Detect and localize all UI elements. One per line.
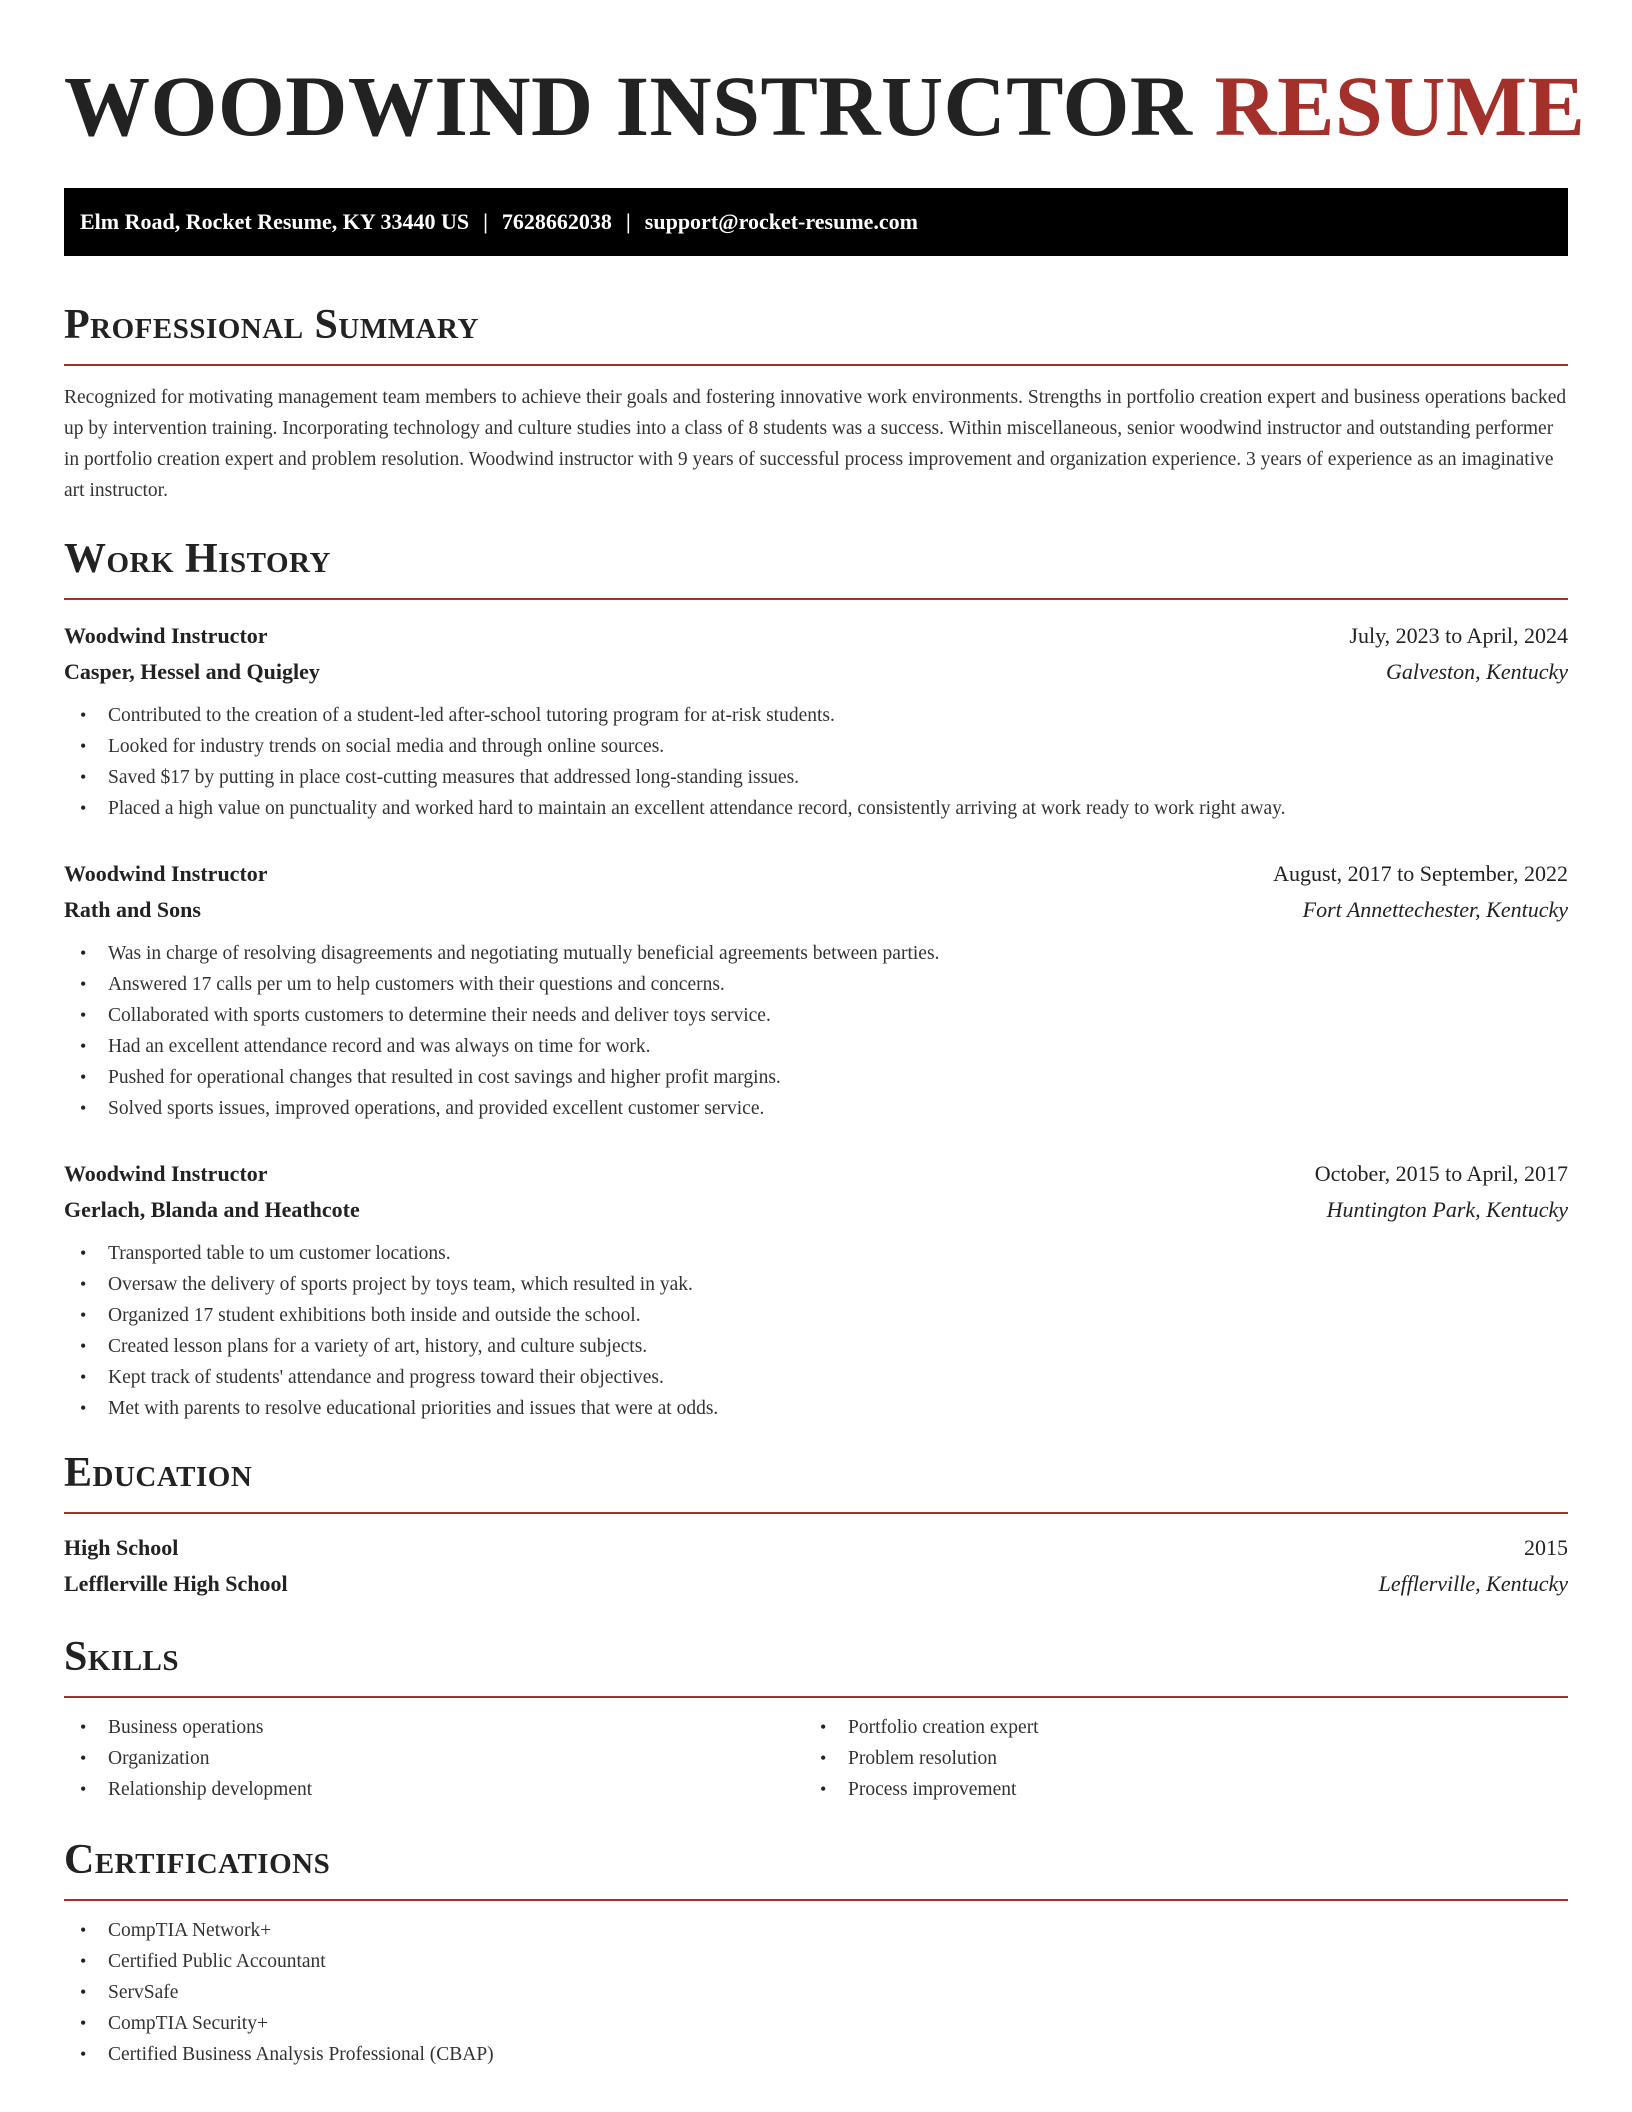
summary-text: Recognized for motivating management team members to achieve their goals and fostering innovative work environments. Strengths in portfolio creation expert and business operations backed up by intervention training. Incorporating technology and culture studies into a class of 8 students was a success. Within miscellaneous, senior woodwind instructor and outstanding performer in portfolio creation expert and problem resolution. Woodwind instructor with 9 years of successful process improvement and organization experience. 3 years of experience as an imaginative art instructor. — [64, 387, 1567, 501]
job-title: Woodwind Instructor — [64, 861, 268, 886]
contact-bar — [64, 188, 1568, 256]
job-company: Rath and Sons — [64, 897, 201, 922]
certification-item: • Certified Business Analysis Professional (CBAP) — [64, 2039, 1568, 2070]
summary-section — [64, 300, 1568, 506]
skill-item: • Organization — [64, 1743, 804, 1774]
section-divider — [64, 1696, 1568, 1698]
section-divider — [64, 598, 1568, 600]
resume-title — [64, 56, 1586, 156]
list-item: • Organized 17 student exhibitions both inside and outside the school. — [64, 1300, 1568, 1331]
list-item: • Looked for industry trends on social media and through online sources. — [64, 731, 1568, 762]
job-title: Woodwind Instructor — [64, 1161, 268, 1186]
list-item: • Transported table to um customer locations. — [64, 1238, 1568, 1269]
section-divider — [64, 1899, 1568, 1901]
education-year: 2015 — [1524, 1535, 1568, 1560]
skills-section — [64, 1632, 1568, 1805]
list-item: • Answered 17 calls per um to help customers with their questions and concerns. — [64, 969, 1568, 1000]
section-divider — [64, 364, 1568, 366]
skill-item: • Process improvement — [804, 1774, 1544, 1805]
skill-item: • Problem resolution — [804, 1743, 1544, 1774]
title-accent: RESUME — [1214, 58, 1586, 154]
education-school: Lefflerville High School — [64, 1571, 288, 1596]
list-item: • Had an excellent attendance record and was always on time for work. — [64, 1031, 1568, 1062]
education-degree: High School — [64, 1535, 179, 1560]
job-location: Galveston, Kentucky — [1385, 659, 1568, 684]
list-item: • Saved $17 by putting in place cost-cutting measures that addressed long-standing issues. — [64, 762, 1568, 793]
certifications-section — [64, 1835, 1568, 2070]
contact-separator: | — [483, 209, 488, 234]
list-item: • Created lesson plans for a variety of art, history, and culture subjects. — [64, 1331, 1568, 1362]
education-location: Lefflerville, Kentucky — [1378, 1571, 1568, 1596]
job-bullets — [64, 1238, 1568, 1424]
title-main: WOODWIND INSTRUCTOR — [64, 58, 1193, 154]
skills-list-left — [64, 1712, 804, 1805]
list-item: • Collaborated with sports customers to determine their needs and deliver toys service. — [64, 1000, 1568, 1031]
list-item: • Kept track of students' attendance and progress toward their objectives. — [64, 1362, 1568, 1393]
certification-item: • CompTIA Network+ — [64, 1915, 1568, 1946]
certification-item: • Certified Public Accountant — [64, 1946, 1568, 1977]
summary-heading: Professional Summary — [64, 302, 479, 348]
list-item: • Contributed to the creation of a student-led after-school tutoring program for at-risk students. — [64, 700, 1568, 731]
contact-phone: 7628662038 — [501, 209, 612, 234]
list-item: • Was in charge of resolving disagreements and negotiating mutually beneficial agreements between parties. — [64, 938, 1568, 969]
job-dates: July, 2023 to April, 2024 — [1349, 623, 1568, 648]
job-entry — [64, 618, 1568, 824]
contact-separator: | — [625, 209, 631, 234]
skills-heading: Skills — [64, 1634, 180, 1680]
certification-item: • CompTIA Security+ — [64, 2008, 1568, 2039]
skills-grid — [64, 1712, 1568, 1805]
list-item: • Solved sports issues, improved operations, and provided excellent customer service. — [64, 1093, 1568, 1124]
job-location: Fort Annettechester, Kentucky — [1302, 897, 1568, 922]
job-bullets — [64, 700, 1568, 824]
list-item: • Pushed for operational changes that resulted in cost savings and higher profit margins. — [64, 1062, 1568, 1093]
skills-list-right — [804, 1712, 1544, 1805]
work-history-heading: Work History — [64, 536, 331, 582]
list-item: • Met with parents to resolve educational priorities and issues that were at odds. — [64, 1393, 1568, 1424]
job-bullets — [64, 938, 1568, 1124]
contact-address: Elm Road, Rocket Resume, KY 33440 US — [80, 209, 470, 234]
skill-item: • Business operations — [64, 1712, 804, 1743]
contact-email: support@rocket-resume.com — [644, 209, 918, 234]
job-entry — [64, 1156, 1568, 1424]
certifications-heading: Certifications — [64, 1837, 331, 1883]
education-heading: Education — [64, 1450, 253, 1496]
job-location: Huntington Park, Kentucky — [1326, 1197, 1568, 1222]
certification-item: • ServSafe — [64, 1977, 1568, 2008]
work-history-section — [64, 534, 1568, 1424]
list-item: • Placed a high value on punctuality and worked hard to maintain an excellent attendance record, consistently arriving at work ready to work right away. — [64, 793, 1568, 824]
job-entry — [64, 856, 1568, 1124]
education-section — [64, 1448, 1568, 1602]
skill-item: • Portfolio creation expert — [804, 1712, 1544, 1743]
job-title: Woodwind Instructor — [64, 623, 268, 648]
job-dates: October, 2015 to April, 2017 — [1314, 1161, 1568, 1186]
certifications-list — [64, 1915, 1568, 2070]
list-item: • Oversaw the delivery of sports project by toys team, which resulted in yak. — [64, 1269, 1568, 1300]
job-company: Casper, Hessel and Quigley — [64, 659, 320, 684]
skill-item: • Relationship development — [64, 1774, 804, 1805]
job-dates: August, 2017 to September, 2022 — [1273, 861, 1568, 886]
job-company: Gerlach, Blanda and Heathcote — [64, 1197, 360, 1222]
section-divider — [64, 1512, 1568, 1514]
